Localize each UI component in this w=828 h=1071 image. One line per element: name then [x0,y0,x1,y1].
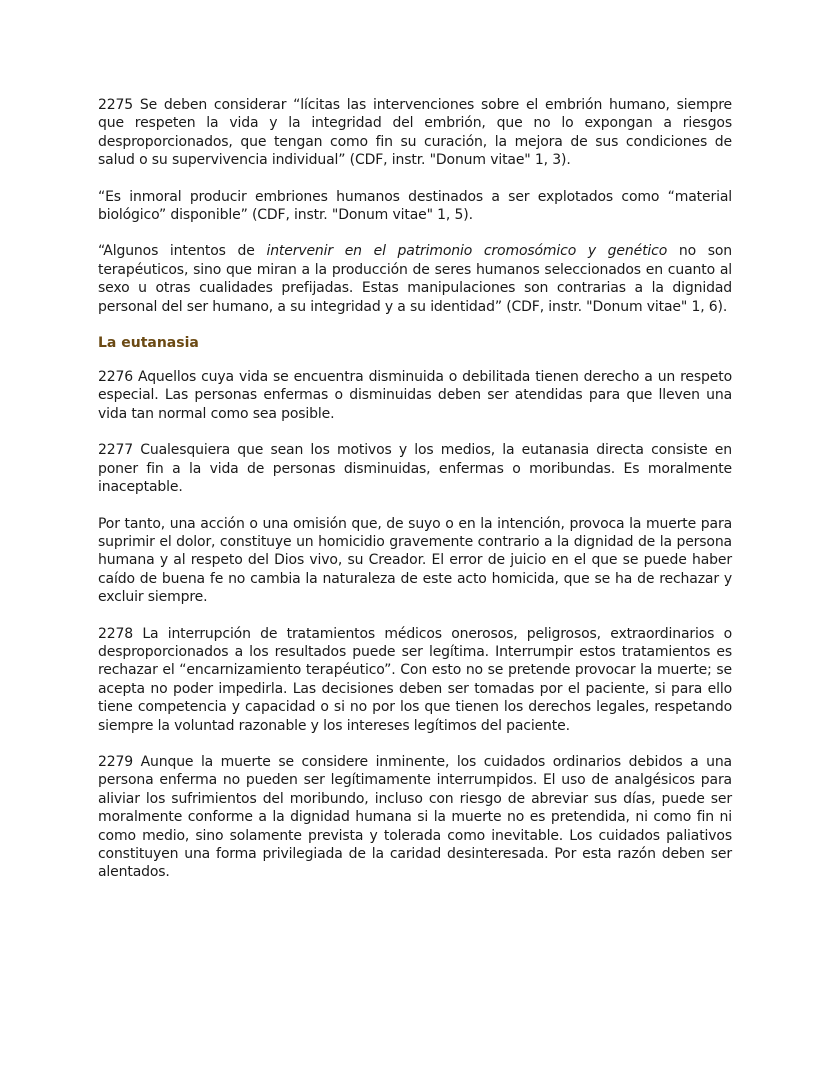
paragraph-2275: 2275 Se deben considerar “lícitas las intervenciones sobre el embrión humano, siempre que respeten la vida y la integridad del embrión, que no lo expongan a riesgos desproporcionados, que tengan como fin su curación, la mejora de sus condiciones de salud o su supervivencia individual” (CDF, instr. "Donum vitae" 1, 3). [98,97,732,169]
paragraph-algunos-before: “Algunos intentos de [98,243,267,260]
paragraph-por-tanto: Por tanto, una acción o una omisión que, de suyo o en la intención, provoca la muerte para suprimir el dolor, constituye un homicidio gravemente contrario a la dignidad de la persona humana y al respeto del Dios vivo, su Creador. El error de juicio en el que se puede haber caído de buena fe no cambia la naturaleza de este acto homicida, que se ha de rechazar y excluir siempre. [98,515,732,606]
paragraph-2279: 2279 Aunque la muerte se considere inminente, los cuidados ordinarios debidos a una persona enferma no pueden ser legítimamente interrumpidos. El uso de analgésicos para aliviar los sufrimientos del moribundo, incluso con riesgo de abreviar sus días, puede ser moralmente conforme a la dignidad humana si la muerte no es pretendida, ni como fin ni como medio, sino solamente prevista y tolerada como inevitable. Los cuidados paliativos constituyen una forma privilegiada de la caridad desinteresada. Por esta razón deben ser alentados. [98,753,732,881]
paragraph-algunos-after: no son terapéuticos, sino que miran a la producción de seres humanos seleccionados en cuanto al sexo u otras cualidades prefijadas. Estas manipulaciones son contrarias a la dignidad personal del ser humano, a su integridad y a su identidad” (CDF, instr. "Donum vitae" 1, 6). [98,243,732,315]
paragraph-2276: 2276 Aquellos cuya vida se encuentra disminuida o debilitada tienen derecho a un respeto especial. Las personas enfermas o disminuidas deben ser atendidas para que lleven una vida tan normal como sea posible. [98,369,732,422]
paragraph-2278: 2278 La interrupción de tratamientos médicos onerosos, peligrosos, extraordinarios o desproporcionados a los resultados puede ser legítima. Interrumpir estos tratamientos es rechazar el “encarnizamiento terapéutico”. Con esto no se pretende provocar la muerte; se acepta no poder impedirla. Las decisiones deben ser tomadas por el paciente, si para ello tiene competencia y capacidad o si no por los que tienen los derechos legales, respetando siempre la voluntad razonable y los intereses legítimos del paciente. [98,625,732,734]
paragraph-algunos [98,242,732,316]
document-page [98,96,732,900]
section-title: La eutanasia [98,335,199,352]
paragraph-algunos-emphasis: intervenir en el patrimonio cromosómico y genético [266,243,668,260]
paragraph-inmoral: “Es inmoral producir embriones humanos destinados a ser explotados como “material biológico” disponible” (CDF, instr. "Donum vitae" 1, 5). [98,188,732,224]
paragraph-2277: 2277 Cualesquiera que sean los motivos y los medios, la eutanasia directa consiste en poner fin a la vida de personas disminuidas, enfermas o moribundas. Es moralmente inaceptable. [98,442,732,496]
